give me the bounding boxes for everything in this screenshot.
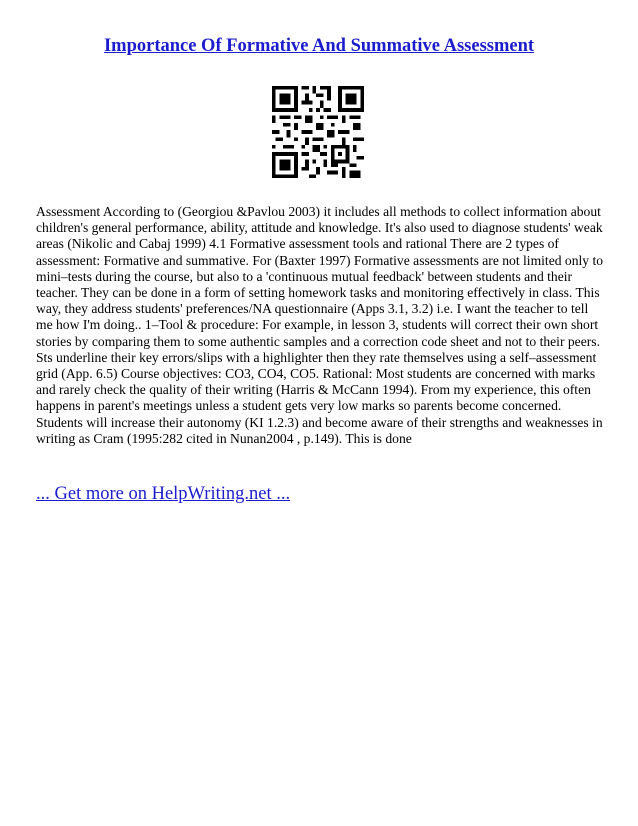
- get-more-link[interactable]: ... Get more on HelpWriting.net ...: [36, 484, 291, 504]
- qr-code-icon: [272, 86, 364, 178]
- document-body-paragraph: Assessment According to (Georgiou &Pavlou 2003) it includes all methods to collect information about children's general performance, ability, attitude and knowledge. It's also used to diagnose students' weak areas (Nikolic and Cabaj 1999) 4.1 Formative assessment tools and rational There are 2 types of assessment: Formative and summative. For (Baxter 1997) Formative assessments are not limited only to mini–tests during the course, but also to a 'continuous mutual feedback' between students and their teacher. They can be done in a form of setting homework tasks and monitoring effectively in class. This way, they address students' preferences/NA questionnaire (Apps 3.1, 3.2) i.e. I want the teacher to tell me how I'm doing.. 1–Tool & procedure: For example, in lesson 3, students will correct their own short stories by comparing them to some authentic samples and a correction code sheet and not to their peers. Sts underline their key errors/slips with a highlighter then they rate themselves using a self–assessment grid (App. 6.5) Course objectives: CO3, CO4, CO5. Rational: Most students are concerned with marks and rarely check the quality of their writing (Harris & McCann 1994). From my experience, this often happens in parent's meetings unless a student gets very low marks so parents become concerned. Students will increase their autonomy (KI 1.2.3) and become aware of their strengths and weaknesses in writing as Cram (1995:282 cited in Nunan2004 , p.149). This is done: [36, 204, 604, 446]
- document-title-link[interactable]: Importance Of Formative And Summative Assessment: [103, 36, 535, 56]
